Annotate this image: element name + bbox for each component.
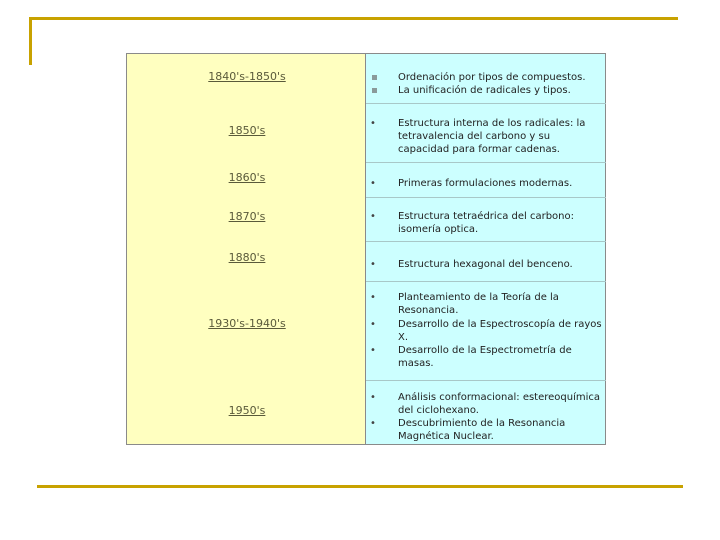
decades-column [126,53,366,445]
milestone-item [370,71,602,84]
decorative-top-line [32,17,678,20]
milestone-text: Planteamiento de la Teoría de la Resonancia. [398,292,559,316]
milestone-item [370,177,602,190]
milestone-item [370,210,602,236]
decade-label[interactable]: 1930's-1940's [208,317,286,330]
milestone-text: Estructura tetraédrica del carbono: isomería optica. [398,211,574,235]
milestone-text: Desarrollo de la Espectrometría de masas. [398,345,572,369]
row-divider [366,241,606,242]
milestone-item [370,344,602,370]
row-divider [366,197,606,198]
milestone-item [370,391,602,417]
bullet-icon: • [370,211,376,222]
decade-label[interactable]: 1870's [228,210,266,223]
milestone-text: Descubrimiento de la Resonancia Magnética Nuclear. [398,418,566,442]
decade-label[interactable]: 1850's [228,124,266,137]
milestone-item [370,291,602,317]
bullet-icon: • [370,319,376,330]
milestone-text: Primeras formulaciones modernas. [398,178,573,189]
milestone-text: Estructura hexagonal del benceno. [398,259,573,270]
decade-label[interactable]: 1950's [228,404,266,417]
bullet-icon: • [370,292,376,303]
row-divider [366,103,606,104]
bullet-icon: • [370,418,376,429]
bullet-icon: • [370,118,376,129]
decade-label[interactable]: 1880's [228,251,266,264]
milestone-item [370,318,602,344]
bullet-icon: • [370,392,376,403]
decorative-left-line [29,17,32,65]
decorative-bottom-line [37,485,683,488]
row-divider [366,380,606,381]
bullet-icon: • [370,259,376,270]
row-divider [366,162,606,163]
milestone-item [370,117,602,156]
milestone-text: Estructura interna de los radicales: la tetravalencia del carbono y su capacidad para formar cadenas. [398,118,586,155]
milestone-item [370,417,602,443]
milestone-item [370,258,602,271]
decade-label[interactable]: 1840's-1850's [208,70,286,83]
milestone-text: Ordenación por tipos de compuestos. [398,72,586,83]
decade-label[interactable]: 1860's [228,171,266,184]
milestone-text: La unificación de radicales y tipos. [398,85,571,96]
milestone-text: Análisis conformacional: estereoquímica del ciclohexano. [398,392,601,416]
bullet-icon: • [370,345,376,356]
milestone-item [370,84,602,97]
row-divider [366,281,606,282]
milestones-column [366,53,606,445]
bullet-icon: • [370,178,376,189]
square-bullet-icon [372,88,377,93]
milestone-text: Desarrollo de la Espectroscopía de rayos X. [398,319,602,343]
square-bullet-icon [372,75,377,80]
